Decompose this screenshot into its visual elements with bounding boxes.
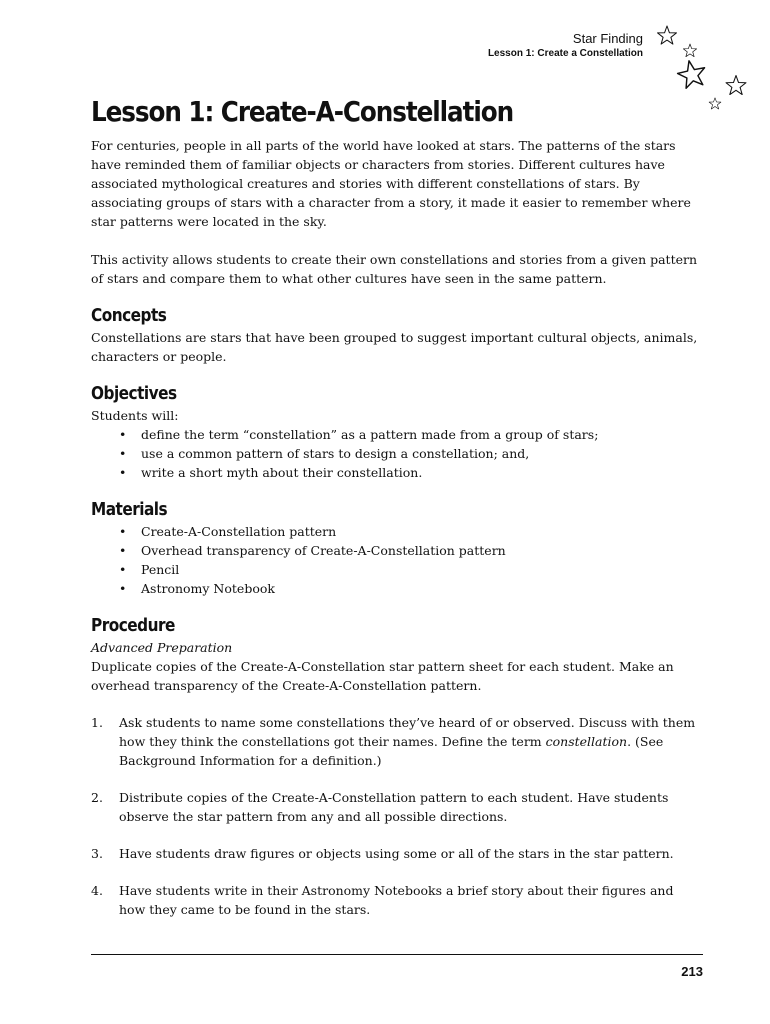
procedure-prep: Duplicate copies of the Create-A-Constellation star pattern sheet for each student. Make an overhead transparency of the Create-A-Constellation pattern. [91, 659, 674, 693]
procedure-step [91, 844, 703, 863]
objectives-list [91, 425, 703, 482]
concepts-heading: Concepts [91, 305, 167, 326]
step-text: Ask students to name some constellations they’ve heard of or observed. Discuss with them how they think the constellations got their names. Define the term [119, 715, 696, 749]
list-item: • define the term “constellation” as a pattern made from a group of stars; [119, 425, 703, 444]
materials-list [91, 522, 703, 598]
list-item: • Pencil [119, 560, 703, 579]
step-term: constellation [545, 734, 628, 749]
star-outline-icon [726, 76, 746, 95]
concepts-text: Constellations are stars that have been grouped to suggest important cultural objects, animals, characters or people. [91, 330, 698, 364]
procedure-subheading: Advanced Preparation [91, 640, 233, 655]
list-item: • Astronomy Notebook [119, 579, 703, 598]
list-item: • Create-A-Constellation pattern [119, 522, 703, 541]
materials-heading: Materials [91, 499, 168, 520]
star-outline-icon [676, 58, 708, 89]
step-text-after: . (See Background Information for a definition.) [119, 734, 664, 768]
intro-paragraph: This activity allows students to create their own constellations and stories from a given pattern of stars and compare them to what other cultures have seen in the same pattern. [91, 252, 698, 286]
star-outline-icon [683, 44, 696, 57]
list-item: • Overhead transparency of Create-A-Constellation pattern [119, 541, 703, 560]
star-outline-icon [709, 98, 721, 109]
list-item: • use a common pattern of stars to design a constellation; and, [119, 444, 703, 463]
footer-rule [91, 954, 703, 955]
step-text: Have students write in their Astronomy Notebooks a brief story about their figures and how they came to be found in the stars. [119, 883, 674, 917]
star-outline-icon [658, 26, 677, 44]
page-number: 213 [681, 964, 703, 979]
header-lesson: Lesson 1: Create a Constellation [487, 48, 643, 59]
procedure-step [91, 713, 703, 770]
step-number: 4. [91, 883, 103, 898]
step-number: 3. [91, 846, 103, 861]
list-item: • write a short myth about their constellation. [119, 463, 703, 482]
objectives-heading: Objectives [91, 383, 177, 404]
header-section: Star Finding [572, 31, 643, 46]
procedure-step [91, 788, 703, 826]
procedure-step [91, 881, 703, 919]
running-header [488, 31, 643, 61]
intro-paragraph: For centuries, people in all parts of the world have looked at stars. The patterns of the stars have reminded them of familiar objects or characters from stories. Different cultures have associated mythological creatures and stories with different constellations of stars. By associating groups of stars with a character from a story, it made it easier to remember where star patterns were located in the sky. [91, 138, 691, 229]
step-number: 2. [91, 790, 103, 805]
procedure-steps [91, 713, 703, 919]
step-number: 1. [91, 715, 103, 730]
objectives-lead: Students will: [91, 408, 179, 423]
step-text: Have students draw figures or objects using some or all of the stars in the star pattern. [119, 846, 674, 861]
lesson-body [91, 92, 703, 919]
page-title: Lesson 1: Create-A-Constellation [91, 95, 514, 128]
step-text: Distribute copies of the Create-A-Constellation pattern to each student. Have students observe the star pattern from any and all possible directions. [119, 790, 669, 824]
procedure-heading: Procedure [91, 615, 175, 636]
